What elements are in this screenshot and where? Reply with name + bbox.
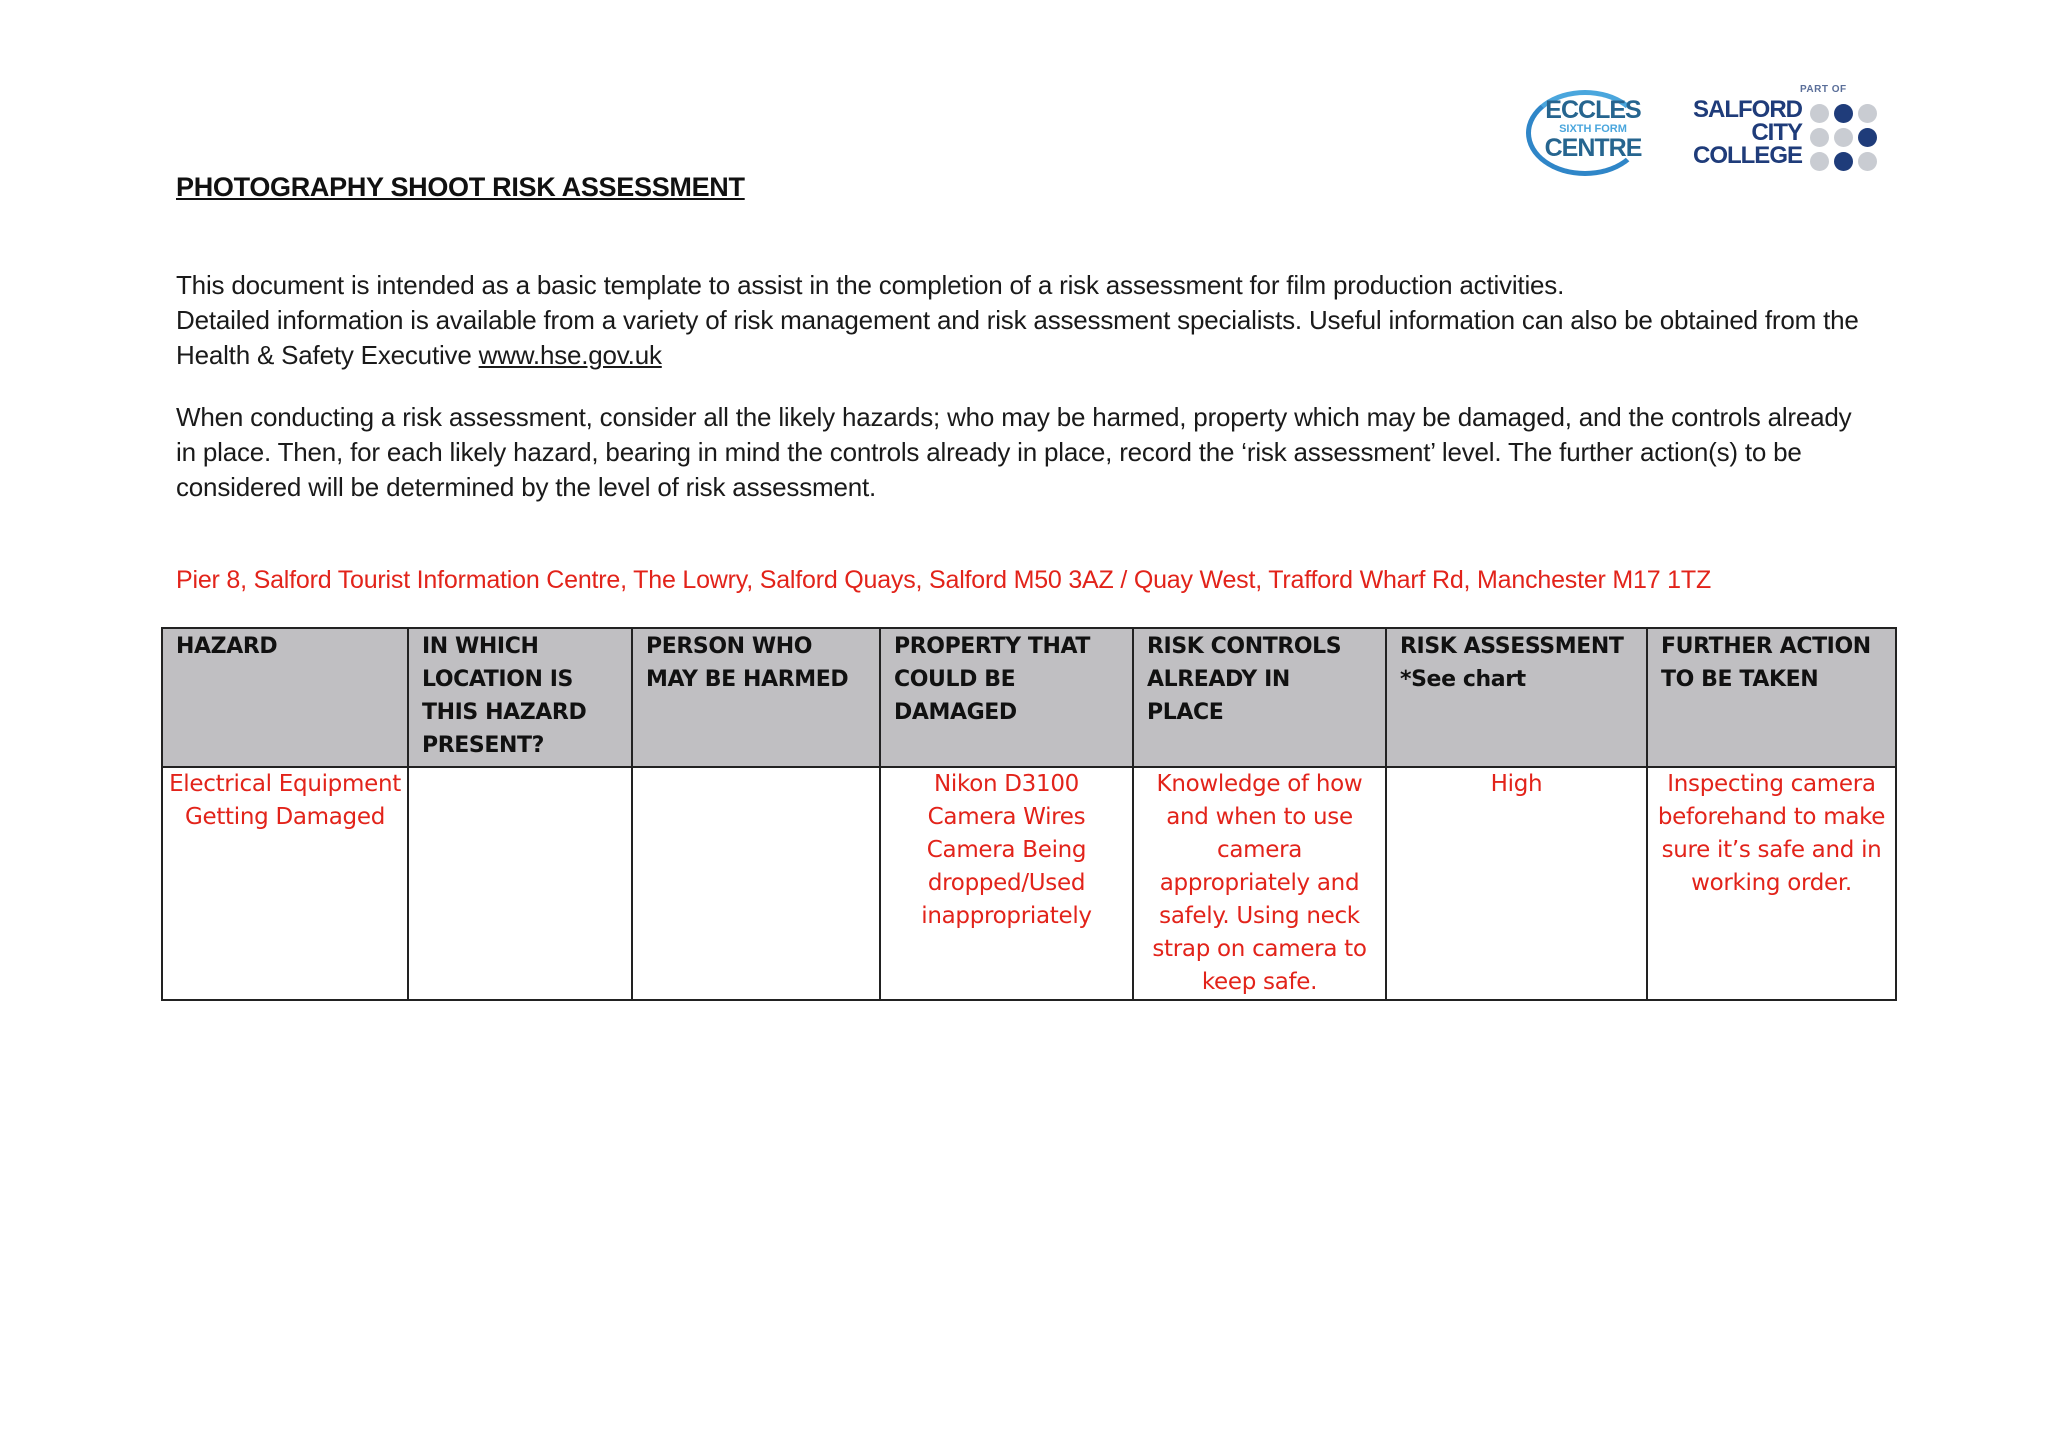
table-row xyxy=(162,767,1896,1000)
guidance-paragraph: When conducting a risk assessment, consider all the likely hazards; who may be harmed, property which may be damaged, and the controls already in place. Then, for each likely hazard, bearing in mind the controls already in place, record the ‘risk assessment’ level. The further action(s) to be considered will be determined by the level of risk assessment. xyxy=(176,402,1852,502)
salford-city-college-logo: PART OF SALFORD CITY COLLEGE xyxy=(1682,80,1882,180)
header-controls: RISK CONTROLS ALREADY IN PLACE xyxy=(1133,628,1386,767)
header-person: PERSON WHO MAY BE HARMED xyxy=(632,628,880,767)
dot-grid-icon xyxy=(1808,102,1880,174)
intro-line-2: Detailed information is available from a variety of risk management and risk assessment specialists. Useful information can also be obtained from the Health & Safety Executive xyxy=(176,305,1859,370)
intro-paragraph xyxy=(176,268,1876,373)
header-location: IN WHICH LOCATION IS THIS HAZARD PRESENT? xyxy=(408,628,632,767)
intro-line-1: This document is intended as a basic template to assist in the completion of a risk assessment for film production activities. xyxy=(176,270,1565,300)
header-property: PROPERTY THAT COULD BE DAMAGED xyxy=(880,628,1133,767)
header-action: FURTHER ACTION TO BE TAKEN xyxy=(1647,628,1896,767)
header-assessment: RISK ASSESSMENT *See chart xyxy=(1386,628,1647,767)
cell-location xyxy=(408,767,632,1000)
cell-action: Inspecting camera beforehand to make sure it’s safe and in working order. xyxy=(1647,767,1896,1000)
risk-assessment-table xyxy=(161,627,1897,1001)
eccles-sixth-form-centre-logo: ECCLES SIXTH FORM CENTRE xyxy=(1520,84,1650,176)
cell-person xyxy=(632,767,880,1000)
hse-link[interactable]: www.hse.gov.uk xyxy=(478,340,662,370)
shoot-location: Pier 8, Salford Tourist Information Centre, The Lowry, Salford Quays, Salford M50 3AZ / Quay West, Trafford Wharf Rd, Manchester M17 1TZ xyxy=(176,566,1712,594)
cell-controls: Knowledge of how and when to use camera appropriately and safely. Using neck strap on camera to keep safe. xyxy=(1133,767,1386,1000)
logos xyxy=(1520,80,1880,180)
page-title: PHOTOGRAPHY SHOOT RISK ASSESSMENT xyxy=(176,172,745,202)
header-hazard: HAZARD xyxy=(162,628,408,767)
cell-property: Nikon D3100 Camera Wires Camera Being dropped/Used inappropriately xyxy=(880,767,1133,1000)
cell-assessment: High xyxy=(1386,767,1647,1000)
table-header-row xyxy=(162,628,1896,767)
cell-hazard: Electrical Equipment Getting Damaged xyxy=(162,767,408,1000)
